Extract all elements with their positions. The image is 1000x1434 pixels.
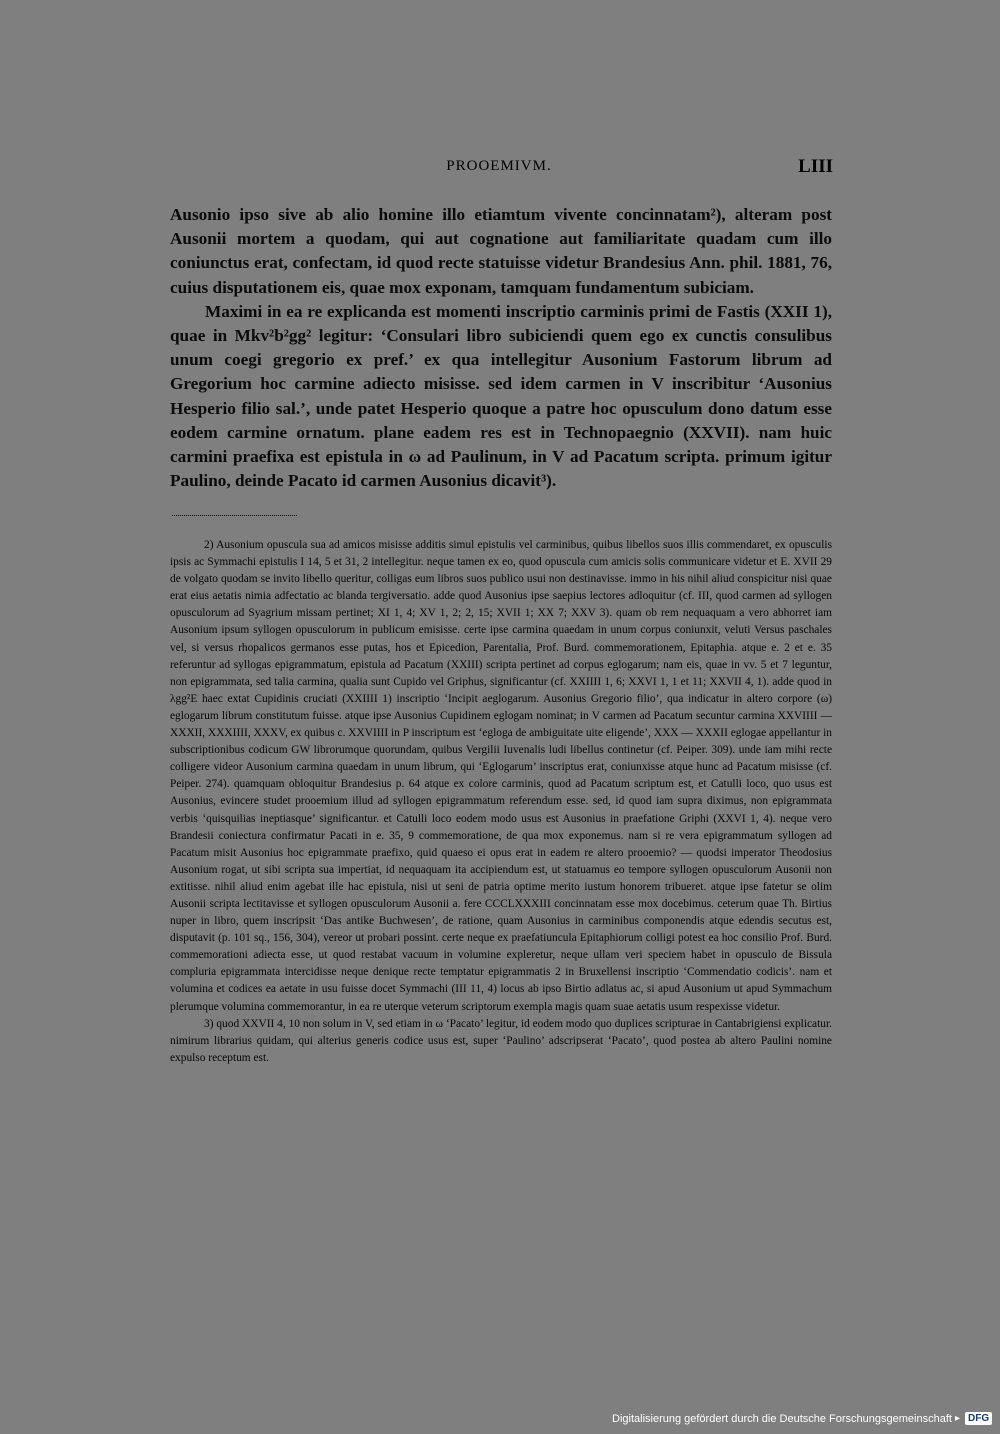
footnote: 2) Ausonium opuscula sua ad amicos misisse additis simul epistulis vel carminibus, quibus libellos suos illis commendaret, ex opusculis ipsis ac Symmachi epistulis I 14, 5 et 31, 2 intellegitur. neque tamen ex eo, quod opuscula cum amicis solis communicare videtur et E. XVII 29 de volgato quodam se invito libello queritur, colligas eum libros suos publico usui non destinavisse. immo in his nihil aliud conspicitur nisi quae erat eius aetatis nimia adfectatio ac blanda tergiversatio. adde quod Ausonius ipse saepius lectores adloquitur (cf. III, quod carmen ad syllogen opusculorum ad Syagrium missam pertinet; XI 1, 4; XV 1, 2; 2, 15; XVII 1; XX 7; XXV 3). quam ob rem nequaquam a vero abhorret iam Ausonium ipsum syllogen opusculorum in publicum emisisse. certe ipse carmina quaedam in unum corpus coniunxit, veluti Versus paschales vel, si versus rhopalicos germanos esse putas, hos et Epicedion, Parentalia, Prof. Burd. commemorationem, Epitaphia. atque e. 2 et e. 35 referuntur ad syllogas epigrammatum, epistula ad Pacatum (XXIII) scripta pertinet ad corpus eglogarum; nam eis, quae in vv. 5 et 7 leguntur, non epigrammata, sed talia carmina, qualia sunt Cupido vel Griphus, significantur (cf. XXIIII 1, 6; XXVI 1, 1 et 11; XXVII 4, 1). adde quod in λgg²E haec extat Cupidinis cruciati (XXIIII 1) inscriptio ‘Incipit aeglogarum. Ausonius Gregorio filio’, qua indicatur in altero corpore (ω) eglogarum librum constitutum fuisse. atque ipse Ausonius Cupidinem eglogam nominat; in V carmen ad Pacatum secuntur carmina XXVIIII — XXXII, XXXIIII, XXXV, ex quibus c. XXVIIII in P inscriptum est ‘egloga de ambiguitate uite eligende’, XXX — XXXII eglogae appellantur in subscriptionibus codicum GW librorumque quorundam, quibus Vergilii Iuvenalis ludi libellus continetur (cf. Peiper. 309). unde iam mihi recte colligere videor Ausonium carmina quaedam in unum librum, qui ‘Eglogarum’ inscriptus erat, coniunxisse atque hunc ad Pacatum misisse (cf. Peiper. 274). quamquam obloquitur Brandesius p. 64 atque ex colore carminis, quod ad Pacatum scriptum est, et Catulli loco, quo usus est Ausonius, evincere studet prooemium illud ad syllogen epigrammatum referendum esse. sed, id quod iam supra diximus, non epigrammata verbis ‘quisquilias ineptiasque’ significantur. et Catulli loco eodem modo usus est Ausonius in praefatione Griphi (XXVI 1, 4). neque vero Brandesii coniectura confirmatur Pacati in e. 35, 9 commemoratione, de qua mox exponemus. nam si re vera epigrammatum syllogen ad Pacatum misit Ausonius hoc epigrammate praefixo, quid quaeso ei opus erat in eadem re altero prooemio? — quodsi imperator Theodosius Ausonium rogat, ut sibi scripta sua impertiat, id nequaquam ita accipiendum est, ut statuamus eo tempore syllogen opusculorum Ausonii non extitisse. nihil aliud enim agebat ille hac epistula, nisi ut seni de patria optime merito iustum honorem tribueret. atque ipse fatetur se olim Ausonii scripta lectitavisse et syllogen opusculorum Ausonii a. fere CCCLXXXIII concinnatam esse mox docebimus. ceterum quae Th. Birtius nuper in libro, quem inscripsit ‘Das antike Buchwesen’, de ratione, quam Ausonius in carminibus componendis atque edendis secutus est, disputavit (p. 101 sq., 156, 304), vereor ut probari possint. certe neque ex praefatiuncula Epitaphiorum colligi potest ea hoc consilio Prof. Burd. commemorationi adiecta esse, ut quod restabat vacuum in volumine expleretur, neque ullam veri speciem habet in opusculo de Bissula compluria epigrammata intercidisse neque denique recte temptatur epigrammatis 2 in Bruxellensi inscriptio ‘Commendatio codicis’. nam et volumina et codices ea aetate in usu fuisse docet Symmachi (III 11, 4) locus ab ipso Birtio adlatus ac, si apud Ausonium ut apud Symmachum plerumque volumina commemorantur, in ea re uterque veterum scriptorum exempla magis quam suae aetatis usum respexisse videtur. [170,539,832,1013]
dfg-logo: DFG [965,1412,992,1425]
running-header [165,158,833,182]
dfg-footer[interactable] [612,1412,992,1425]
running-title: PROOEMIVM. [446,158,552,174]
page-number: LIII [798,156,833,177]
footnotes [170,537,832,1067]
main-text [170,203,832,493]
paragraph: Ausonio ipso sive ab alio homine illo etiamtum vivente concinnatam²), alteram post Ausonii mortem a quodam, qui aut cognatione aut familiaritate quadam cum illo coniunctus erat, confectam, id quod recte statuisse videtur Brandesius Ann. phil. 1881, 76, cuius disputationem eis, quae mox exponam, tamquam fundamentum subiciam. [170,205,832,297]
footnote: 3) quod XXVII 4, 10 non solum in V, sed etiam in ω ‘Pacato’ legitur, id eodem modo quo duplices scripturae in Cantabrigiensi explicatur. nimirum librarius quidam, qui alterius generis codice usus est, super ‘Paulino’ adscripserat ‘Pacato’, quod postea ab altero Paulini nomine expulso receptum est. [170,1017,832,1064]
paragraph: Maximi in ea re explicanda est momenti inscriptio carminis primi de Fastis (XXII 1), quae in Mkv²b²gg² legitur: ‘Consulari libro subiciendi quem ego ex cunctis consulibus unum coegi gregorio ex pref.’ ex qua intellegitur Ausonium Fastorum librum ad Gregorium hoc carmine adiecto misisse. sed idem carmen in V inscribitur ‘Ausonius Hesperio filio sal.’, unde patet Hesperio quoque a patre hoc opusculum dono datum esse eodem carmine ornatum. plane eadem res est in Technopaegnio (XXVII). nam huic carmini praefixa est epistula in ω ad Paulinum, in V ad Pacatum scripta. primum igitur Paulino, deinde Pacato id carmen Ausonius dicavit³). [170,301,832,491]
footnote-separator [172,515,297,517]
funding-note: Digitalisierung gefördert durch die Deutsche Forschungsgemeinschaft [612,1412,952,1425]
arrow-right-icon: ▸ [954,1413,960,1424]
